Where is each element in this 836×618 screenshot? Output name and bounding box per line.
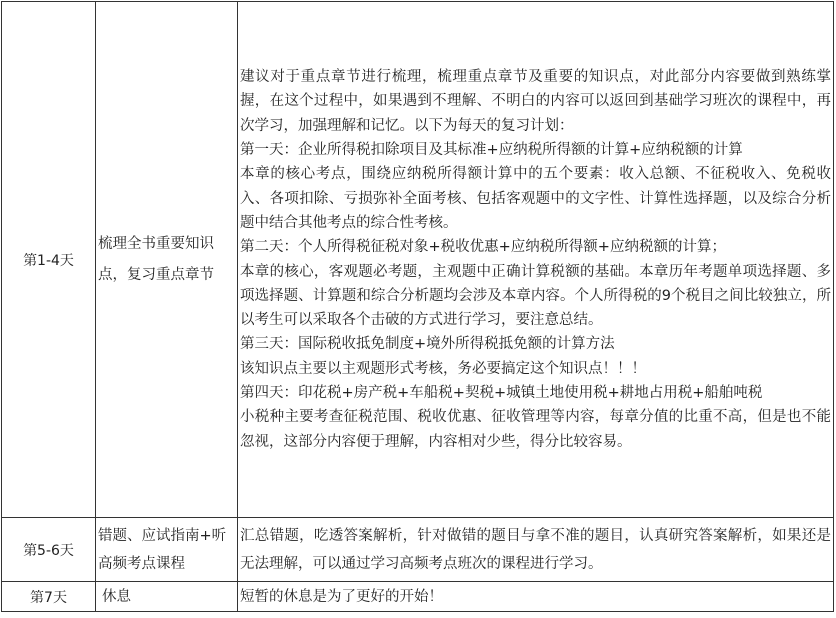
detail-paragraph-day4-title: 第四天：印花税+房产税+车船税+契税+城镇土地使用税+耕地占用税+船舶吨税	[240, 384, 763, 401]
detail-cell	[238, 2, 834, 518]
detail-paragraph: 汇总错题，吃透答案解析，针对做错的题目与拿不准的题目，认真研究答案解析，如果还是无法理解，可以通过学习高频考点班次的课程进行学习。	[240, 527, 831, 572]
table-row-days-5-6	[2, 518, 834, 582]
review-plan-table	[1, 1, 834, 612]
detail-paragraph-day2-title: 第二天：个人所得税征税对象+税收优惠+应纳税所得额+应纳税额的计算；	[240, 239, 726, 256]
detail-paragraph-day2-body: 本章的核心，客观题必考题，主观题中正确计算税额的基础。本章历年考题单项选择题、多项选择题、计算题和综合分析题均会涉及本章内容。个人所得税的9个税目之间比较独立，所以考生可以采取各个击破的方式进行学习，要注意总结。	[240, 263, 831, 329]
day-cell: 第5-6天	[2, 518, 96, 582]
task-cell: 错题、应试指南+听高频考点课程	[96, 518, 238, 582]
detail-paragraph-day1-title: 第一天：企业所得税扣除项目及其标准+应纳税所得额的计算+应纳税额的计算	[240, 142, 743, 159]
detail-paragraph: 短暂的休息是为了更好的开始！	[240, 588, 443, 605]
task-cell: 梳理全书重要知识点，复习重点章节	[96, 2, 238, 518]
task-cell: 休息	[96, 582, 238, 612]
table-row-day-7	[2, 582, 834, 612]
detail-paragraph-day3-title: 第三天：国际税收抵免制度+境外所得税抵免额的计算方法	[240, 336, 615, 353]
detail-cell	[238, 582, 834, 612]
detail-paragraph-day4-body: 小税种主要考查征税范围、税收优惠、征收管理等内容，每章分值的比重不高，但是也不能忽视，这部分内容便于理解，内容相对少些，得分比较容易。	[240, 409, 831, 450]
detail-paragraph-day1-body: 本章的核心考点，围绕应纳税所得额计算中的五个要素：收入总额、不征税收入、免税收入、各项扣除、亏损弥补全面考核、包括客观题中的文字性、计算性选择题，以及综合分析题中结合其他考点的综合性考核。	[240, 166, 831, 231]
day-cell: 第1-4天	[2, 2, 96, 518]
table-row-days-1-4	[2, 2, 834, 518]
detail-paragraph-day3-body: 该知识点主要以主观题形式考核，务必要搞定这个知识点！！！	[240, 360, 646, 377]
day-cell: 第7天	[2, 582, 96, 612]
detail-cell	[238, 518, 834, 582]
detail-paragraph-intro: 建议对于重点章节进行梳理，梳理重点章节及重要的知识点，对此部分内容要做到熟练掌握，在这个过程中，如果遇到不理解、不明白的内容可以返回到基础学习班次的课程中，再次学习，加强理解和记忆。以下为每天的复习计划：	[240, 69, 831, 134]
